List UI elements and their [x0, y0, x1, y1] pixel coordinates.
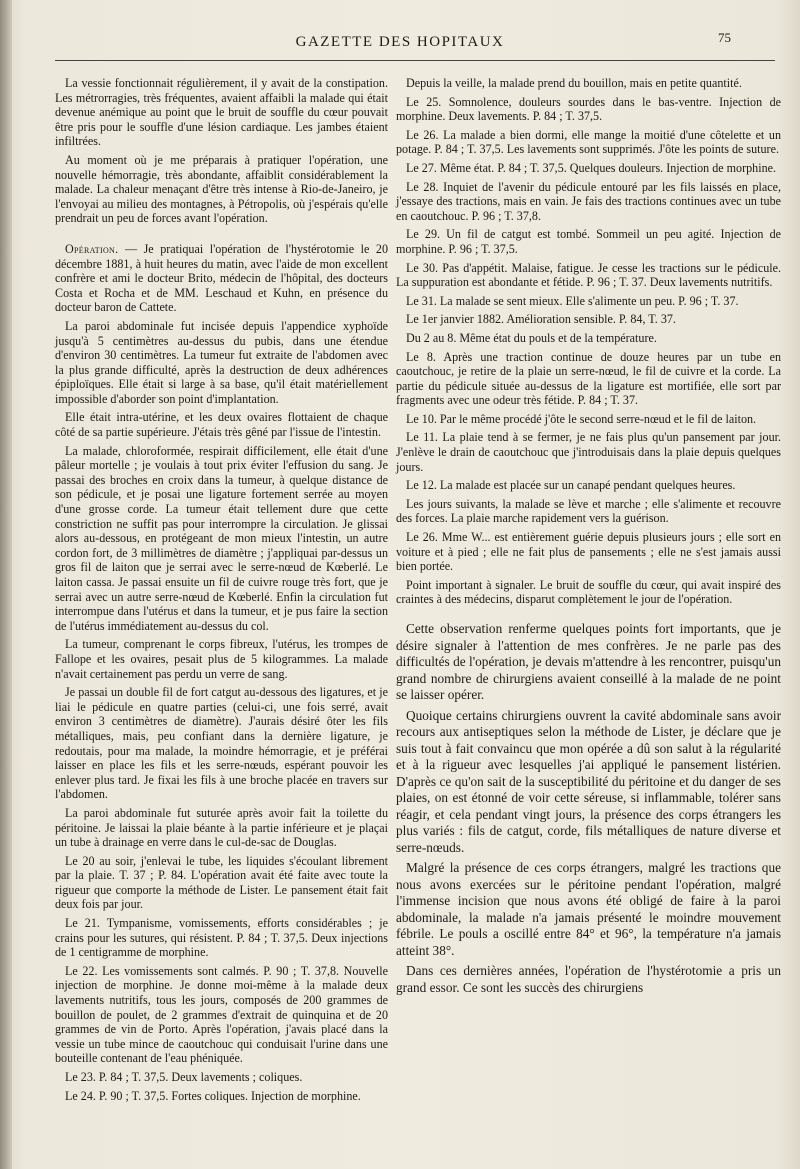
right-column [396, 76, 781, 1000]
section-lead: Opération. [65, 241, 119, 256]
paragraph: Le 28. Inquiet de l'avenir du pédicule entouré par les fils laissés en place, j'essaye des tractions, mais en vain. Je fais des tractions continues avec un tube en caoutchouc. P. 96 ; T. 37,8. [396, 179, 781, 223]
paragraph: Le 11. La plaie tend à se fermer, je ne fais plus qu'un pansement par jour. J'enlève le drain de caoutchouc que j'introduisais dans la plaie depuis quelques jours. [396, 430, 781, 474]
paragraph: Le 25. Somnolence, douleurs sourdes dans le bas-ventre. Injection de morphine. Deux lavements. P. 84 ; T. 37,5. [396, 94, 781, 124]
paragraph: Le 26. La malade a bien dormi, elle mange la moitié d'une côtelette et un potage. P. 84 ; T. 37,5. Les lavements sont supprimés. J'ôte les points de suture. [396, 127, 781, 157]
paragraph: Point important à signaler. Le bruit de souffle du cœur, qui avait inspiré des craintes à des médecins, disparut complètement le jour de l'opération. [396, 577, 781, 607]
paragraph: Le 8. Après une traction continue de douze heures par un tube en caoutchouc, je retire de la plaie un serre-nœud, le fil de cuivre et la corde. La partie du pédicule située au-dessus de la ligature est mortifiée, elle sort par fragments avec une odeur très fétide. P. 84 ; T. 37. [396, 349, 781, 408]
paragraph: Le 29. Un fil de catgut est tombé. Sommeil un peu agité. Injection de morphine. P. 96 ; T. 37,5. [396, 227, 781, 256]
paragraph: Le 20 au soir, j'enlevai le tube, les liquides s'écoulant librement par la plaie. T. 37 ; P. 84. L'opération avait été faite avec toute la rigueur que comporte la méthode de Lister. Le pansement était fait deux fois par jour. [55, 853, 388, 912]
paragraph: Le 30. Pas d'appétit. Malaise, fatigue. Je cesse les tractions sur le pédicule. La suppuration est abondante et fétide. P. 96 ; T. 37. Deux lavements nutritifs. [396, 260, 781, 290]
paragraph: La tumeur, comprenant le corps fibreux, l'utérus, les trompes de Fallope et les ovaires, pesait plus de 5 kilogrammes. La malade n'avait certainement pas perdu un verre de sang. [55, 637, 388, 681]
paragraph: La malade, chloroformée, respirait difficilement, elle était d'une pâleur mortelle ; je voulais à tout prix éviter l'effusion du sang. Je passai des broches en croix dans la tumeur, à quelque distance de son pédicule, et je posai une ligature fortement serrée au moyen d'une grosse corde. La tumeur était tellement dure que cette constriction ne suffit pas pour interrompre la circulation. Je glissai alors au-dessous, en protégeant de mon mieux l'intestin, un autre cordon fort, de 3 millimètres de diamètre ; j'appliquai par-dessus un gros fil de laiton que je serrai avec le serre-nœud de Kœberlé. Le laiton cassa. Je passai ensuite un fil de cuivre rouge très fort, que je serrai avec un autre serre-nœud de Kœberlé. Enfin la circulation fut interrompue dans l'utérus et dans la tumeur, et je pus faire la section de l'utérus immédiatement au-dessus du col. [55, 443, 388, 633]
left-column [55, 76, 388, 1107]
commentary-paragraph: Dans ces dernières années, l'opération de l'hystérotomie a pris un grand essor. Ce sont les succès des chirurgiens [396, 963, 781, 995]
paragraph: Je passai un double fil de fort catgut au-dessous des ligatures, et je liai le pédicule en quatre parties (celui-ci, une fois serré, avait environ 3 centimètres de diamètre). J'aurais désiré ôter les fils métalliques, mais, peu confiant dans la dernière ligature, je redoutais, pour ma malade, la moindre hémorragie, et je préférai laisser en place les fils et les serre-nœuds, espérant pouvoir les enlever plus tard. Je fixai les fils à une broche placée en travers sur l'abdomen. [55, 685, 388, 802]
paragraph: Le 27. Même état. P. 84 ; T. 37,5. Quelques douleurs. Injection de morphine. [406, 160, 777, 175]
commentary-paragraph: Malgré la présence de ces corps étrangers, malgré les tractions que nous avons exercées sur le péritoine pendant l'opération, malgré l'immense incision que nous avons été obligé de faire à la paroi abdominale, la malade n'a jamais présenté le moindre mouvement fébrile. Le pouls a oscillé entre 84° et 96°, la température n'a jamais atteint 38°. [396, 860, 781, 958]
paragraph: La paroi abdominale fut suturée après avoir fait la toilette du péritoine. Je laissai la plaie béante à la partie inférieure et je plaçai un tube à drainage en verre dans le cul-de-sac de Douglas. [55, 805, 388, 850]
paragraph: La paroi abdominale fut incisée depuis l'appendice xyphoïde jusqu'à 5 centimètres au-dessus du pubis, dans une étendue d'environ 30 centimètres. La tumeur fut extraite de l'abdomen avec la plus grande difficulté, après la destruction de deux adhérences épiploïques. Elle était si large à sa base, qu'il était matériellement impossible d'aborder son point d'implantation. [55, 318, 388, 406]
page-number: 75 [718, 30, 731, 45]
paragraph: Le 21. Tympanisme, vomissements, efforts considérables ; je crains pour les sutures, qui résistent. P. 84 ; T. 37,5. Deux injections de 1 centigramme de morphine. [55, 916, 388, 960]
page-binding-edge [0, 0, 12, 1169]
paragraph: Le 22. Les vomissements sont calmés. P. 90 ; T. 37,8. Nouvelle injection de morphine. Je donne moi-même à la malade deux lavements nutritifs, tous les jours, composés de 200 grammes de bouillon de poulet, de 2 grammes d'extrait de quinquina et de 20 grammes de vin de Porto. Après l'opération, j'avais placé dans la vessie un tube mince de caoutchouc qui conduisait l'urine dans une bouteille contenant de l'eau phéniquée. [55, 963, 388, 1066]
paragraph: Le 24. P. 90 ; T. 37,5. Fortes coliques. Injection de morphine. [65, 1088, 361, 1103]
section-opening-paragraph: Opération. — Je pratiquai l'opération de l'hystérotomie le 20 décembre 1881, à huit heures du matin, avec l'aide de mon excellent confrère et ami le docteur Brito, médecin de l'hôpital, des docteurs Costa et Rocha et de MM. Leschaud et Kuhn, en présence du docteur baron de Cattete. [55, 241, 388, 315]
running-title: GAZETTE DES HOPITAUX [295, 34, 505, 50]
paragraph: Le 31. La malade se sent mieux. Elle s'alimente un peu. P. 96 ; T. 37. [406, 293, 739, 308]
paragraph: Du 2 au 8. Même état du pouls et de la température. [406, 330, 657, 345]
commentary-paragraph: Quoique certains chirurgiens ouvrent la cavité abdominale sans avoir recours aux antiseptiques selon la méthode de Lister, je déclare que je suis tout à fait convaincu que mon opérée a dû son salut à la régularité et à la rigueur avec lesquelles j'ai appliqué le pansement listérien. D'après ce qu'on sait de la susceptibilité du péritoine et du danger de ses plaies, on est étonné de voir cette séreuse, si inflammable, tolérer sans réagir, et cela pendant vingt jours, la présence des corps étrangers les plus variés : fils de catgut, corde, fils métalliques de nature diverse et serre-nœuds. [396, 707, 781, 855]
paragraph: Les jours suivants, la malade se lève et marche ; elle s'alimente et recouvre des forces. La plaie marche rapidement vers la guérison. [396, 496, 781, 526]
paragraph: La vessie fonctionnait régulièrement, il y avait de la constipation. Les métrorragies, très fréquentes, avaient affaibli la malade qui était devenue anémique au point que le bruit de souffle du cœur pouvait être pris pour le souffle d'une lésion cardiaque. Les jambes étaient infiltrées. [55, 76, 388, 149]
header-rule [55, 60, 775, 61]
commentary-paragraph: Cette observation renferme quelques points fort importants, que je désire signaler à l'attention de mes confrères. Je ne parle pas des difficultés de l'opération, je devais m'attendre à les rencontrer, puisqu'un grand nombre de chirurgiens avaient conseillé à la malade de ne point se laisser opérer. [396, 621, 781, 702]
paragraph: Le 26. Mme W... est entièrement guérie depuis plusieurs jours ; elle sort en voiture et à pied ; elle ne fait plus de pansements ; elle ne s'est jamais aussi bien portée. [396, 530, 781, 574]
paragraph: Elle était intra-utérine, et les deux ovaires flottaient de chaque côté de sa partie supérieure. J'étais très gêné par l'issue de l'intestin. [55, 410, 388, 440]
paragraph: Le 12. La malade est placée sur un canapé pendant quelques heures. [406, 478, 736, 493]
paragraph: Depuis la veille, la malade prend du bouillon, mais en petite quantité. [406, 76, 742, 90]
paragraph: Le 10. Par le même procédé j'ôte le second serre-nœud et le fil de laiton. [406, 411, 757, 426]
paragraph: Le 23. P. 84 ; T. 37,5. Deux lavements ; coliques. [65, 1070, 303, 1084]
paragraph: Au moment où je me préparais à pratiquer l'opération, une nouvelle hémorragie, très abondante, affaiblit considérablement la malade. La chaleur menaçant d'être très intense à Rio-de-Janeiro, je l'envoyai au milieu des montagnes, à Pétropolis, où j'espérais qu'elle prendrait un peu de forces avant l'opération. [55, 152, 388, 226]
paragraph: Le 1er janvier 1882. Amélioration sensible. P. 84, T. 37. [406, 312, 676, 327]
